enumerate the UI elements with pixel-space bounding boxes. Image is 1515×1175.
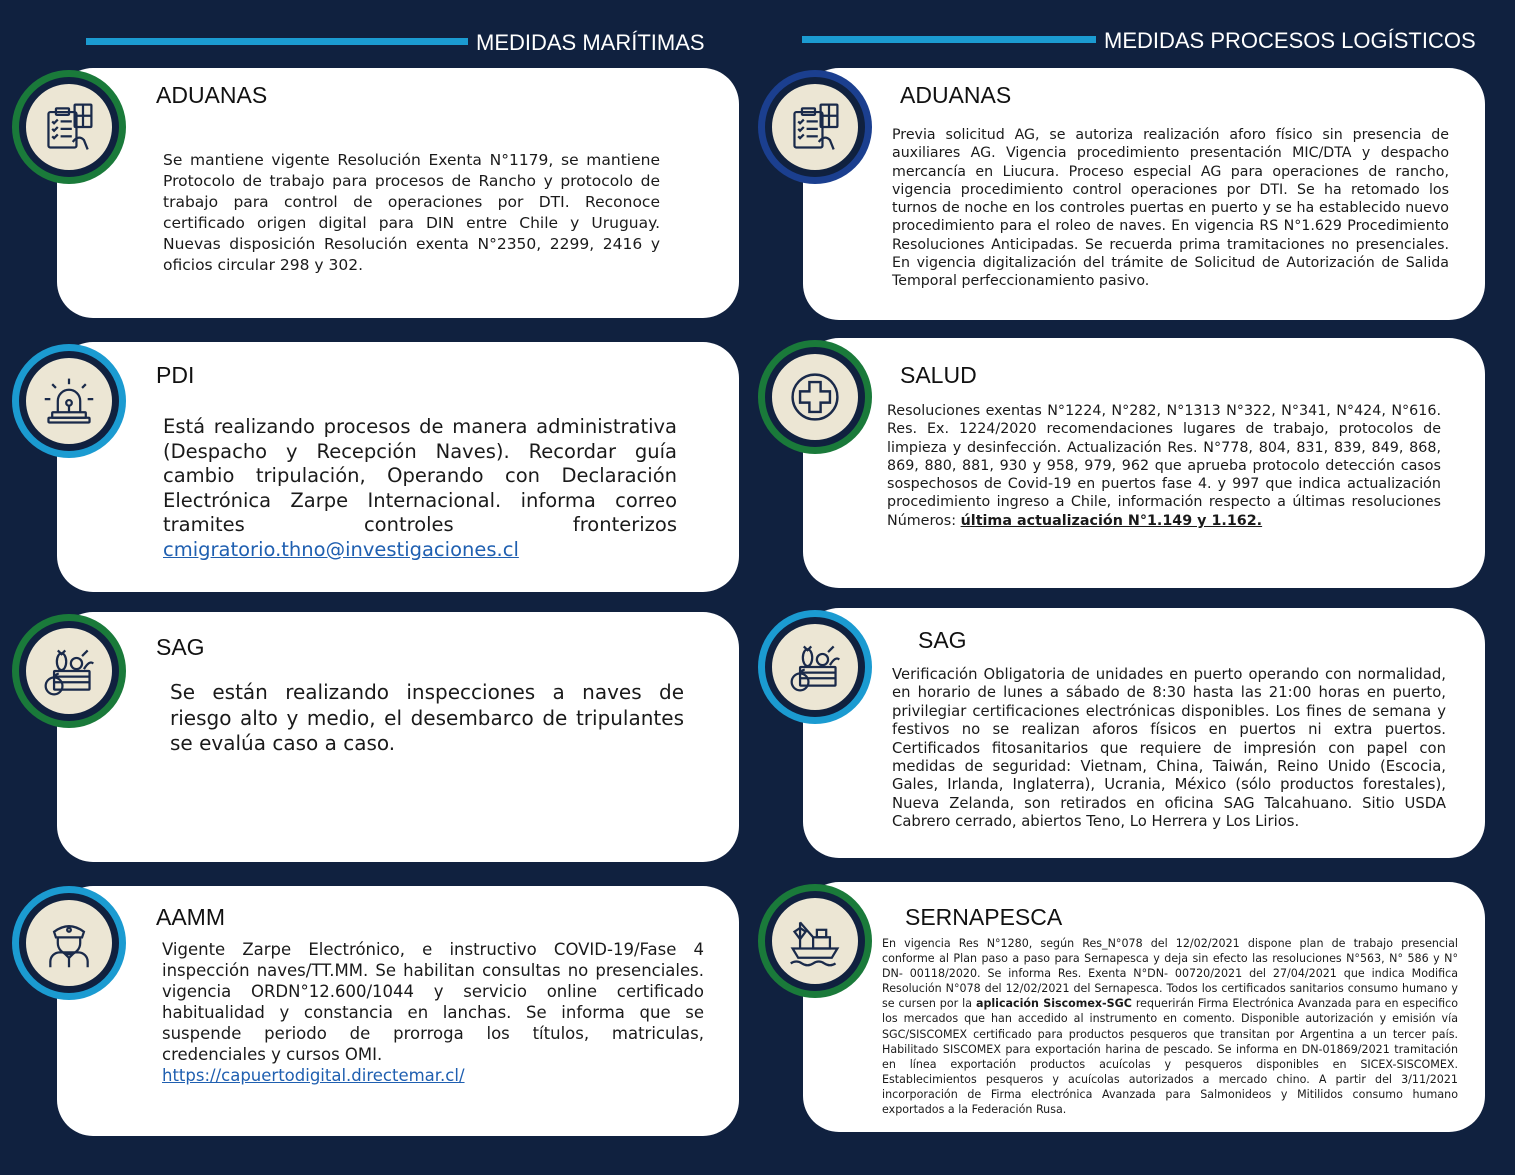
sernapesca-bold: aplicación Siscomex-SGC bbox=[975, 997, 1132, 1011]
right-card-sernapesca-title: SERNAPESCA bbox=[905, 904, 1063, 930]
produce-basket-icon bbox=[41, 643, 97, 699]
customs-clipboard-icon bbox=[41, 99, 97, 155]
left-card-aamm-title: AAMM bbox=[156, 904, 225, 930]
left-icon-sag bbox=[12, 614, 126, 728]
customs-clipboard-icon bbox=[787, 99, 843, 155]
left-card-pdi-body bbox=[163, 415, 677, 562]
left-icon-pdi bbox=[12, 344, 126, 458]
right-section-title: MEDIDAS PROCESOS LOGÍSTICOS bbox=[1104, 28, 1476, 53]
left-section-bar bbox=[86, 38, 468, 45]
left-section-header bbox=[86, 22, 726, 62]
left-card-sag-body: Se están realizando inspecciones a naves de riesgo alto y medio, el desembarco de tripulantes se evalúa caso a caso. bbox=[170, 680, 684, 755]
capuerto-link[interactable]: https://capuertodigital.directemar.cl/ bbox=[162, 1066, 465, 1085]
naval-officer-icon bbox=[41, 915, 97, 971]
fishing-vessel-icon bbox=[787, 913, 843, 969]
left-card-aduanas-title: ADUANAS bbox=[156, 82, 268, 108]
sernapesca-text-1: En vigencia Res N°1280, según Res_N°078 del 12/02/2021 dispone plan de trabajo presencial conforme al Plan paso a paso para Sernapesca y deja sin efecto las resoluciones N°563, N° 586 y N° DN- 00118/2020. Se informa Res. Exenta N°DN- 00720/2021 del 27/04/2021 que indica Modifica Resolución N°078 del 12/02/2021 del Sernapesca. Todos los certificados sanitarios consumo humano y se cursen por la bbox=[882, 937, 1458, 1011]
right-card-sernapesca-body bbox=[882, 936, 1458, 1117]
left-card-pdi-text: Está realizando procesos de manera administrativa (Despacho y Recepción Naves). Recordar guía cambio tripulación, Operando con Declaración Electrónica Zarpe Internacional. informa correo tramites controles fronterizos bbox=[163, 415, 677, 536]
right-card-sag-body: Verificación Obligatoria de unidades en puerto operando con normalidad, en horario de lunes a sábado de 8:30 hasta las 21:00 horas en puerto, privilegiar certificaciones electrónicas disponibles. Los fines de semana y festivos no se realizan aforos físicos en puertos ni extra puertos. Certificados fitosanitarios que requiere de impresión con papel con medidas de seguridad: Vietnam, China, Taiwán, Reino Unido (Escocia, Gales, Irlanda, Inglaterra), Ucrania, México (sólo productos forestales), Nueva Zelanda, son retirados en oficina SAG Talcahuano. Sitio USDA Cabrero cerrado, abiertos Teno, Lo Herrera y Los Lirios. bbox=[892, 666, 1446, 831]
alarm-siren-icon bbox=[41, 373, 97, 429]
right-card-salud-body bbox=[887, 402, 1441, 530]
health-cross-icon bbox=[787, 369, 843, 425]
left-card-aduanas-body: Se mantiene vigente Resolución Exenta N°1179, se mantiene Protocolo de trabajo para procesos de Rancho y protocolo de trabajo para control de operaciones por DTI. Reconoce certificado origen digital para DIN entre Chile y Uruguay. Nuevas disposición Resolución exenta N°2350, 2299, 2416 y oficios circular 298 y 302. bbox=[163, 151, 660, 274]
right-icon-salud bbox=[758, 340, 872, 454]
right-card-sag-title: SAG bbox=[918, 627, 967, 653]
left-icon-aamm bbox=[12, 886, 126, 1000]
right-card-salud-text: Resoluciones exentas N°1224, N°282, N°1313 N°322, N°341, N°424, N°616. Res. Ex. 1224/2020 recomendaciones lugares de trabajo, protocolos de limpieza y desinfección. Actualización Res. N°778, 804, 831, 839, 849, 868, 869, 880, 881, 930 y 958, 979, 962 que aprueba protocolo detección casos sospechosos de Covid-19 en puertos fase 4. y 997 que indica actualización procedimiento ingreso a Chile, información respecto a últimas resoluciones Números: bbox=[887, 403, 1441, 529]
left-section-title: MEDIDAS MARÍTIMAS bbox=[476, 30, 705, 55]
right-icon-aduanas bbox=[758, 70, 872, 184]
left-icon-aduanas bbox=[12, 70, 126, 184]
left-card-aamm-body bbox=[162, 939, 704, 1086]
right-card-salud-title: SALUD bbox=[900, 362, 977, 388]
right-card-aduanas-body: Previa solicitud AG, se autoriza realización aforo físico sin presencia de auxiliares AG. Vigencia procedimiento presentación MIC/DTA y despacho mercancía en Liucura. Proceso especial AG para operaciones de rancho, vigencia procedimiento control operaciones por DTI. Se ha retomado los turnos de noche en los controles puertas en puerto y se ha establecido nuevo procedimiento para el roleo de naves. En vigencia RS N°1.629 Procedimiento Resoluciones Anticipadas. Se recuerda prima tramitaciones no presenciales. En vigencia digitalización del trámite de Solicitud de Autorización de Salida Temporal perfeccionamiento pasivo. bbox=[892, 127, 1449, 290]
right-card-aduanas-title: ADUANAS bbox=[900, 82, 1012, 108]
left-card-pdi-title: PDI bbox=[156, 362, 195, 388]
sernapesca-text-2: requerirán Firma Electrónica Avanzada para en especifico los mercados que han accedido al instrumento en comento. Disponible autorización y emisión vía SGC/SISCOMEX certificado para productos pesqueros que transitan por Argentina a un tercer país. Habilitado SISCOMEX para exportación harina de pescado. Se informa en DN-01869/2021 tramitación en línea exportación productos acuícolas y pesqueros disponibles en SICEX-SISCOMEX. Establecimientos pesqueros y acuícolas autorizados a mercado chino. A partir del 3/11/2021 incorporación de Firma electrónica Avanzada para Salmonideos y Mitilidos consumo humano exportados a la Federación Rusa. bbox=[882, 997, 1458, 1117]
produce-basket-icon bbox=[787, 639, 843, 695]
right-icon-sag bbox=[758, 610, 872, 724]
left-card-aamm-text: Vigente Zarpe Electrónico, e instructivo COVID-19/Fase 4 inspección naves/TT.MM. Se habilitan consultas no presenciales. vigencia ORDN°12.600/1044 y servicio online certificado habitualidad y constancia en lanchas. Se informa que se suspende periodo de prorroga los títulos, matriculas, credenciales y cursos OMI. bbox=[162, 940, 704, 1064]
right-section-header bbox=[802, 20, 1502, 60]
left-card-sag-title: SAG bbox=[156, 634, 205, 660]
right-section-bar bbox=[802, 36, 1096, 43]
salud-highlight: última actualización N°1.149 y 1.162. bbox=[960, 512, 1263, 529]
right-icon-sernapesca bbox=[758, 884, 872, 998]
pdi-email-link[interactable]: cmigratorio.thno@investigaciones.cl bbox=[163, 537, 519, 561]
